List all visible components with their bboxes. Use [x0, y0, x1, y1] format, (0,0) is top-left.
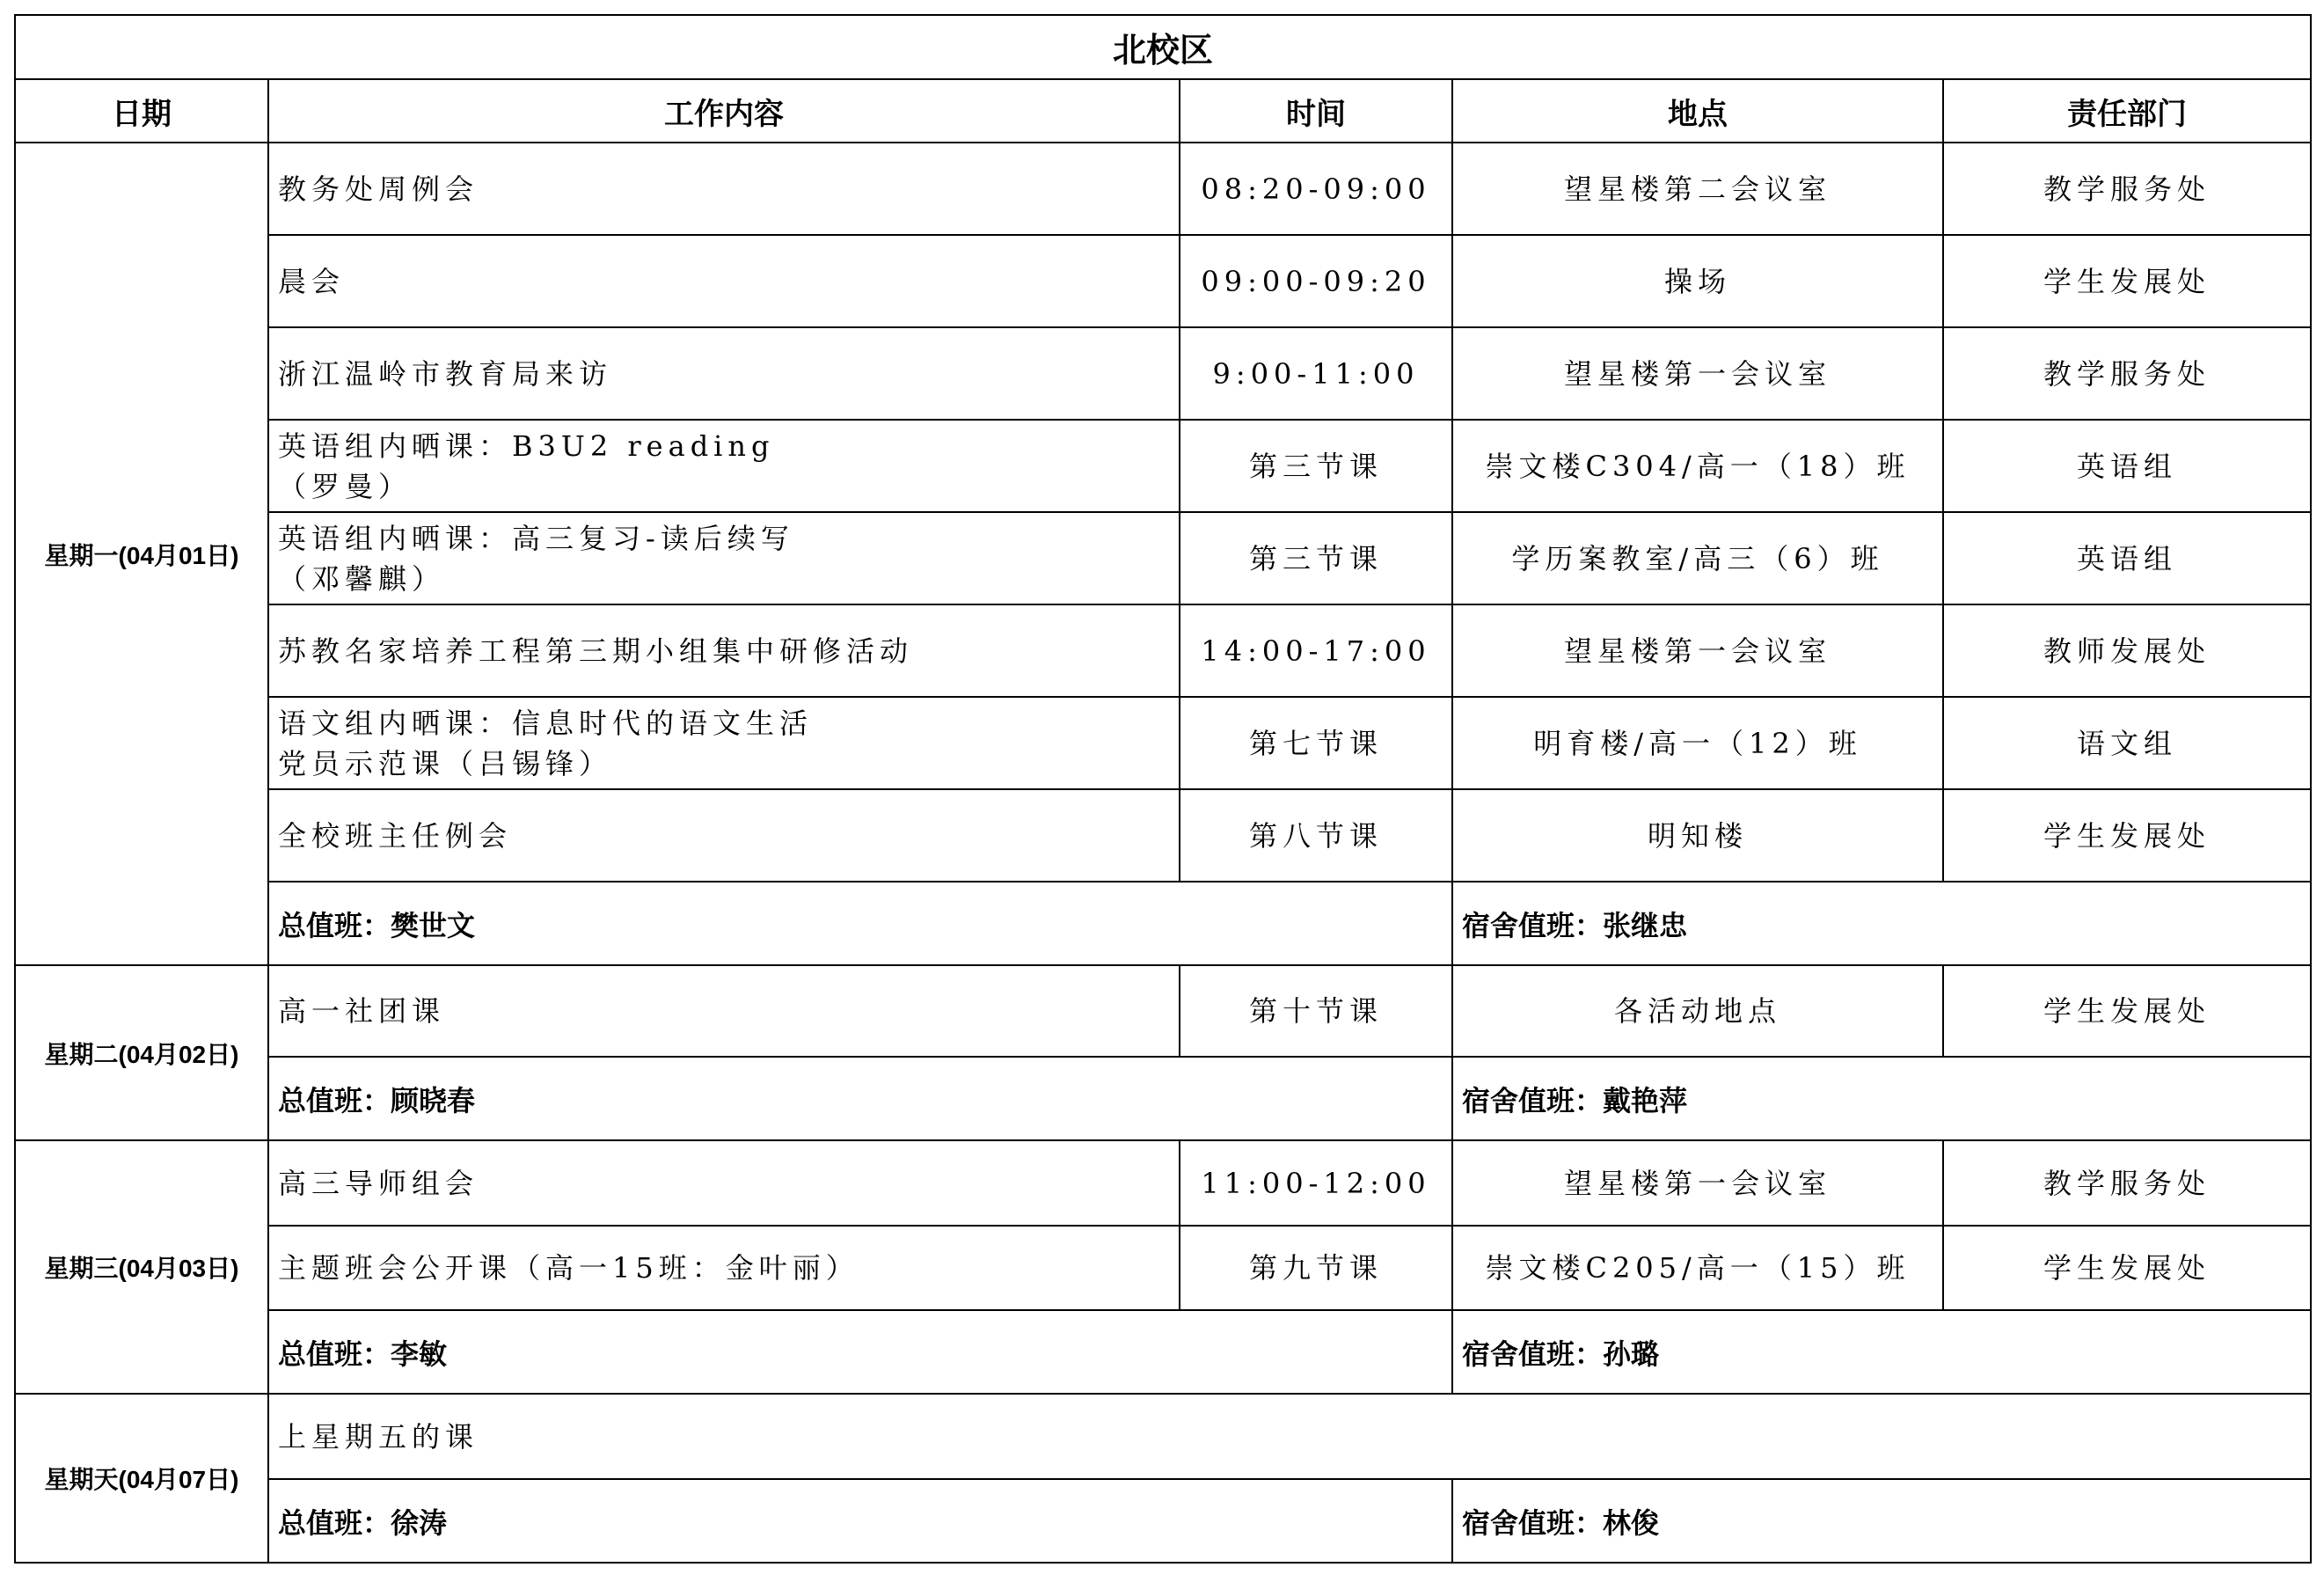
- work-time: 9:00-11:00: [1180, 327, 1452, 420]
- work-content: 苏教名家培养工程第三期小组集中研修活动: [268, 604, 1180, 697]
- work-content: 晨会: [268, 235, 1180, 327]
- work-department: 教学服务处: [1943, 1140, 2311, 1226]
- work-time: 11:00-12:00: [1180, 1140, 1452, 1226]
- work-content-note: 上星期五的课: [268, 1394, 2311, 1479]
- work-location: 崇文楼C205/高一（15）班: [1452, 1226, 1943, 1310]
- table-row: [15, 697, 2311, 789]
- header-time: 时间: [1180, 79, 1452, 143]
- schedule-table: [14, 14, 2312, 1564]
- table-row: [15, 235, 2311, 327]
- work-department: 学生发展处: [1943, 965, 2311, 1057]
- work-content: 高三导师组会: [268, 1140, 1180, 1226]
- work-location: 望星楼第一会议室: [1452, 604, 1943, 697]
- table-row: [15, 965, 2311, 1057]
- header-content: 工作内容: [268, 79, 1180, 143]
- dorm-duty-officer: 宿舍值班：孙璐: [1452, 1310, 2311, 1394]
- table-row: [15, 1140, 2311, 1226]
- duty-officer: 总值班：李敏: [268, 1310, 1452, 1394]
- table-row: [15, 1226, 2311, 1310]
- table-row: [15, 512, 2311, 604]
- work-content: 英语组内晒课：高三复习-读后续写 （邓馨麒）: [268, 512, 1180, 604]
- date-cell-wednesday: 星期三(04月03日): [15, 1140, 268, 1394]
- work-time: 14:00-17:00: [1180, 604, 1452, 697]
- work-location: 学历案教室/高三（6）班: [1452, 512, 1943, 604]
- table-row: [15, 604, 2311, 697]
- work-location: 望星楼第二会议室: [1452, 143, 1943, 235]
- work-department: 英语组: [1943, 420, 2311, 512]
- date-cell-monday: 星期一(04月01日): [15, 143, 268, 965]
- duty-row: [15, 1479, 2311, 1563]
- duty-row: [15, 1310, 2311, 1394]
- duty-row: [15, 1057, 2311, 1140]
- work-location: 各活动地点: [1452, 965, 1943, 1057]
- work-department: 学生发展处: [1943, 235, 2311, 327]
- dorm-duty-officer: 宿舍值班：戴艳萍: [1452, 1057, 2311, 1140]
- table-row: [15, 1394, 2311, 1479]
- table-row: [15, 143, 2311, 235]
- work-content: 教务处周例会: [268, 143, 1180, 235]
- header-location: 地点: [1452, 79, 1943, 143]
- duty-row: [15, 882, 2311, 965]
- table-row: [15, 327, 2311, 420]
- work-department: 教师发展处: [1943, 604, 2311, 697]
- work-location: 操场: [1452, 235, 1943, 327]
- work-department: 教学服务处: [1943, 327, 2311, 420]
- work-department: 语文组: [1943, 697, 2311, 789]
- work-time: 第八节课: [1180, 789, 1452, 882]
- duty-officer: 总值班：徐涛: [268, 1479, 1452, 1563]
- table-row: [15, 420, 2311, 512]
- date-cell-sunday: 星期天(04月07日): [15, 1394, 268, 1563]
- work-content: 浙江温岭市教育局来访: [268, 327, 1180, 420]
- table-title: 北校区: [15, 15, 2311, 79]
- header-date: 日期: [15, 79, 268, 143]
- work-time: 第三节课: [1180, 512, 1452, 604]
- work-department: 教学服务处: [1943, 143, 2311, 235]
- work-time: 第九节课: [1180, 1226, 1452, 1310]
- duty-officer: 总值班：顾晓春: [268, 1057, 1452, 1140]
- work-department: 学生发展处: [1943, 789, 2311, 882]
- work-time: 第十节课: [1180, 965, 1452, 1057]
- work-content: 英语组内晒课：B3U2 reading （罗曼）: [268, 420, 1180, 512]
- work-location: 望星楼第一会议室: [1452, 327, 1943, 420]
- work-time: 08:20-09:00: [1180, 143, 1452, 235]
- work-content: 主题班会公开课（高一15班：金叶丽）: [268, 1226, 1180, 1310]
- work-content: 高一社团课: [268, 965, 1180, 1057]
- date-cell-tuesday: 星期二(04月02日): [15, 965, 268, 1140]
- work-location: 明知楼: [1452, 789, 1943, 882]
- duty-officer: 总值班：樊世文: [268, 882, 1452, 965]
- table-row: [15, 789, 2311, 882]
- work-location: 崇文楼C304/高一（18）班: [1452, 420, 1943, 512]
- work-time: 09:00-09:20: [1180, 235, 1452, 327]
- work-time: 第七节课: [1180, 697, 1452, 789]
- work-location: 明育楼/高一（12）班: [1452, 697, 1943, 789]
- header-department: 责任部门: [1943, 79, 2311, 143]
- dorm-duty-officer: 宿舍值班：林俊: [1452, 1479, 2311, 1563]
- work-time: 第三节课: [1180, 420, 1452, 512]
- work-department: 学生发展处: [1943, 1226, 2311, 1310]
- dorm-duty-officer: 宿舍值班：张继忠: [1452, 882, 2311, 965]
- work-content: 全校班主任例会: [268, 789, 1180, 882]
- work-content: 语文组内晒课：信息时代的语文生活 党员示范课（吕锡锋）: [268, 697, 1180, 789]
- work-department: 英语组: [1943, 512, 2311, 604]
- work-location: 望星楼第一会议室: [1452, 1140, 1943, 1226]
